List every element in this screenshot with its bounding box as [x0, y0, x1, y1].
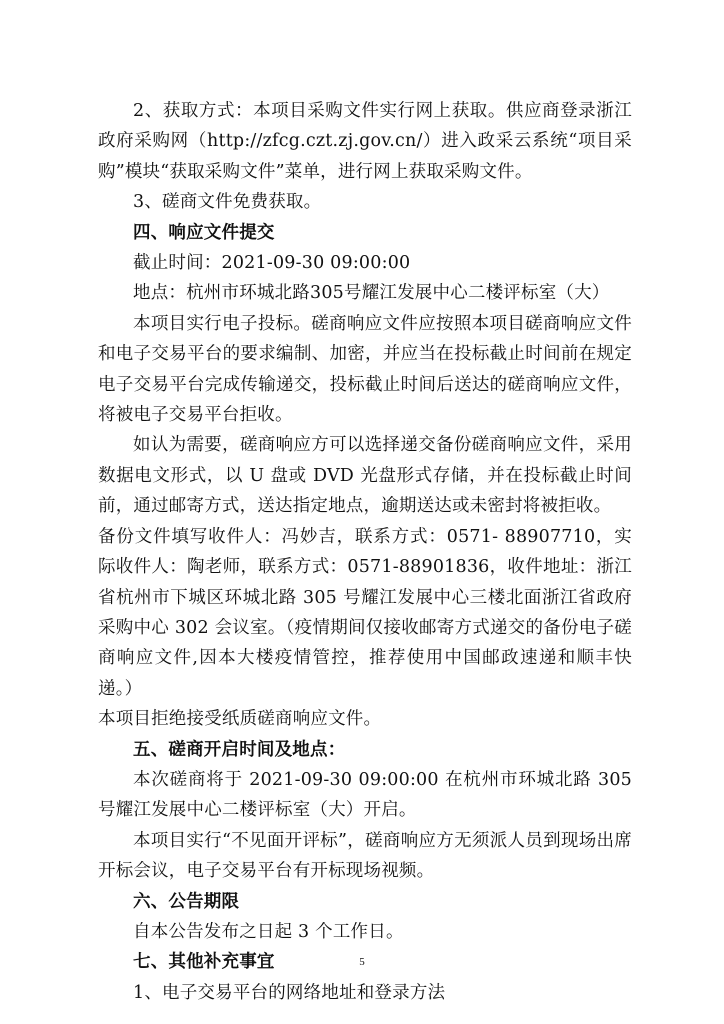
paragraph-opening-details: 本次磋商将于 2021-09-30 09:00:00 在杭州市环城北路 305 号耀江发展中心二楼评标室（大）开启。 [98, 769, 632, 821]
section-heading-notice-period: 六、公告期限 [133, 891, 240, 912]
paragraph-remote-opening: 本项目实行“不见面开评标”，磋商响应方无须派人员到现场出席开标会议，电子交易平台有开标现场视频。 [98, 830, 632, 882]
section-heading-response-submission: 四、响应文件提交 [133, 222, 275, 243]
paragraph-recipient-info: 备份文件填写收件人：冯妙吉，联系方式：0571- 88907710，实际收件人：陶老师，联系方式：0571-88901836，收件地址：浙江省杭州市下城区环城北路 305 号耀江发展中心三楼北面浙江省政府采购中心 302 会议室。（疫情期间仅接收邮寄方式递交的备份电子磋商响应文件,因本大楼疫情管控，推荐使用中国邮政速递和顺丰快递。） [98, 526, 632, 699]
paragraph-electronic-bidding: 本项目实行电子投标。磋商响应文件应按照本项目磋商响应文件和电子交易平台的要求编制、加密，并应当在投标截止时间前在规定电子交易平台完成传输递交，投标截止时间后送达的磋商响应文件，将被电子交易平台拒收。 [98, 313, 632, 426]
paragraph-notice-period: 自本公告发布之日起 3 个工作日。 [133, 921, 404, 942]
paragraph-free-acquisition: 3、磋商文件免费获取。 [133, 192, 322, 213]
paragraph-location: 地点：杭州市环城北路305号耀江发展中心二楼评标室（大） [133, 283, 610, 304]
paragraph-platform-address: 1、电子交易平台的网络地址和登录方法 [133, 982, 446, 1003]
paragraph-acquisition-method: 2、获取方式：本项目采购文件实行网上获取。供应商登录浙江政府采购网（http://zfcg.czt.zj.gov.cn/）进入政采云系统“项目采购”模块“获取采购文件”菜单，进行网上获取采购文件。 [98, 101, 632, 182]
paragraph-paper-rejected: 本项目拒绝接受纸质磋商响应文件。 [98, 709, 382, 730]
page-number: 5 [359, 956, 365, 968]
section-heading-other-matters: 七、其他补充事宜 [133, 952, 275, 973]
paragraph-backup-files: 如认为需要，磋商响应方可以选择递交备份磋商响应文件，采用数据电文形式，以 U 盘或 DVD 光盘形式存储，并在投标截止时间前，通过邮寄方式，送达指定地点，逾期送达或未密封将被拒收。 [98, 435, 632, 517]
section-heading-opening-time: 五、磋商开启时间及地点： [133, 739, 346, 760]
document-body [98, 96, 632, 1008]
paragraph-deadline: 截止时间：2021-09-30 09:00:00 [133, 253, 411, 274]
